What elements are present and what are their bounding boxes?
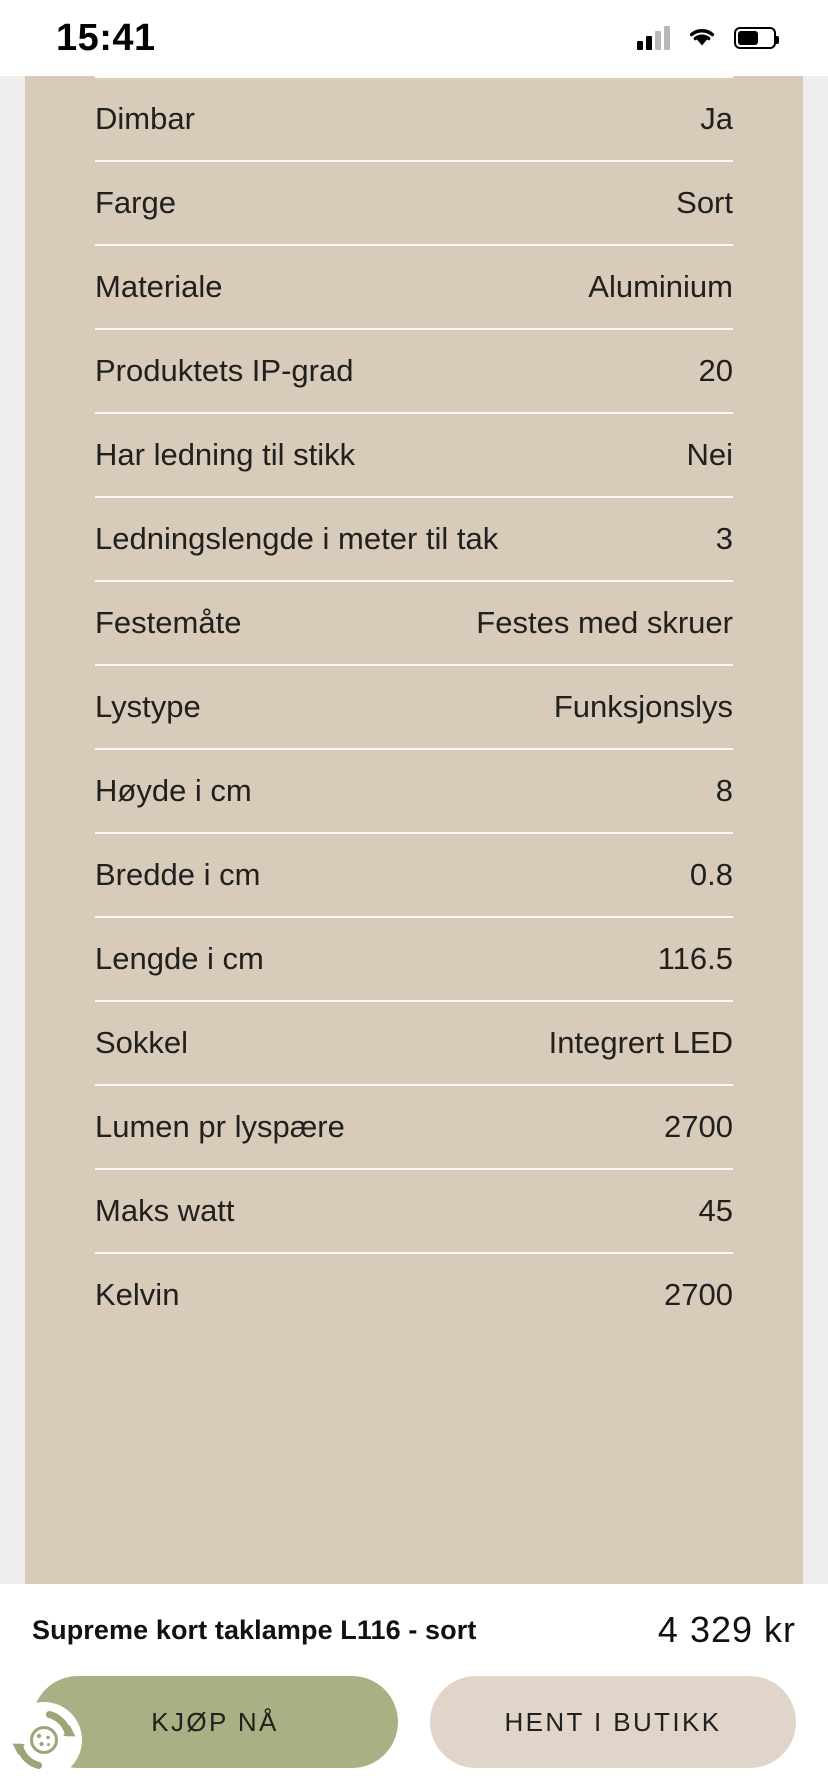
spec-row	[95, 412, 733, 496]
spec-label: Høyde i cm	[95, 773, 252, 808]
spec-value: Nei	[686, 437, 733, 472]
wifi-icon	[686, 24, 718, 53]
spec-value: 2700	[664, 1109, 733, 1144]
spec-label: Festemåte	[95, 605, 242, 640]
spec-value: Festes med skruer	[476, 605, 733, 640]
spec-value: Funksjonslys	[553, 689, 733, 724]
action-buttons	[26, 1676, 802, 1792]
spec-label: Dimbar	[95, 101, 195, 136]
spec-label: Har ledning til stikk	[95, 437, 356, 472]
spec-value: 116.5	[657, 941, 733, 976]
spec-value: Ja	[700, 101, 733, 136]
product-price: 4 329 kr	[657, 1609, 796, 1650]
spec-value: Aluminium	[588, 269, 733, 304]
spec-scroll-area[interactable]	[0, 76, 828, 1584]
buy-now-button[interactable]: KJØP NÅ	[32, 1676, 398, 1768]
spec-row	[95, 748, 733, 832]
spec-row	[95, 76, 733, 160]
spec-row	[95, 160, 733, 244]
status-bar-time: 15:41	[56, 16, 156, 59]
status-bar-icons	[637, 24, 776, 53]
spec-value: 3	[715, 521, 733, 556]
product-title: Supreme kort taklampe L116 - sort	[32, 1614, 477, 1645]
purchase-footer	[0, 1584, 828, 1792]
spec-row	[95, 1000, 733, 1084]
spec-row	[95, 832, 733, 916]
spec-label: Maks watt	[95, 1193, 235, 1228]
spec-label: Lumen pr lyspære	[95, 1109, 345, 1144]
spec-row	[95, 664, 733, 748]
spec-label: Bredde i cm	[95, 857, 261, 892]
spec-label: Sokkel	[95, 1025, 189, 1060]
status-bar	[0, 0, 828, 76]
cellular-signal-icon	[637, 26, 670, 50]
spec-row	[95, 244, 733, 328]
spec-value: 20	[698, 353, 733, 388]
spec-row	[95, 916, 733, 1000]
cookie-consent-icon	[12, 1708, 76, 1772]
spec-row	[95, 1168, 733, 1252]
cookie-consent-button[interactable]	[6, 1702, 82, 1778]
spec-value: 0.8	[689, 857, 733, 892]
spec-row	[95, 580, 733, 664]
spec-label: Kelvin	[95, 1277, 180, 1312]
spec-label: Farge	[95, 185, 176, 220]
spec-value: 45	[698, 1193, 733, 1228]
spec-label: Ledningslengde i meter til tak	[95, 521, 499, 556]
spec-row	[95, 1252, 733, 1336]
spec-row	[95, 1084, 733, 1168]
spec-label: Produktets IP-grad	[95, 353, 354, 388]
spec-row	[95, 328, 733, 412]
spec-label: Materiale	[95, 269, 223, 304]
spec-value: Integrert LED	[548, 1025, 733, 1060]
product-summary	[26, 1584, 802, 1676]
pickup-in-store-button[interactable]: HENT I BUTIKK	[430, 1676, 796, 1768]
spec-value: 2700	[664, 1277, 733, 1312]
spec-label: Lystype	[95, 689, 201, 724]
spec-value: 8	[715, 773, 733, 808]
specification-table	[25, 76, 803, 1584]
spec-row	[95, 496, 733, 580]
spec-value: Sort	[676, 185, 733, 220]
battery-icon	[734, 27, 776, 49]
spec-label: Lengde i cm	[95, 941, 264, 976]
